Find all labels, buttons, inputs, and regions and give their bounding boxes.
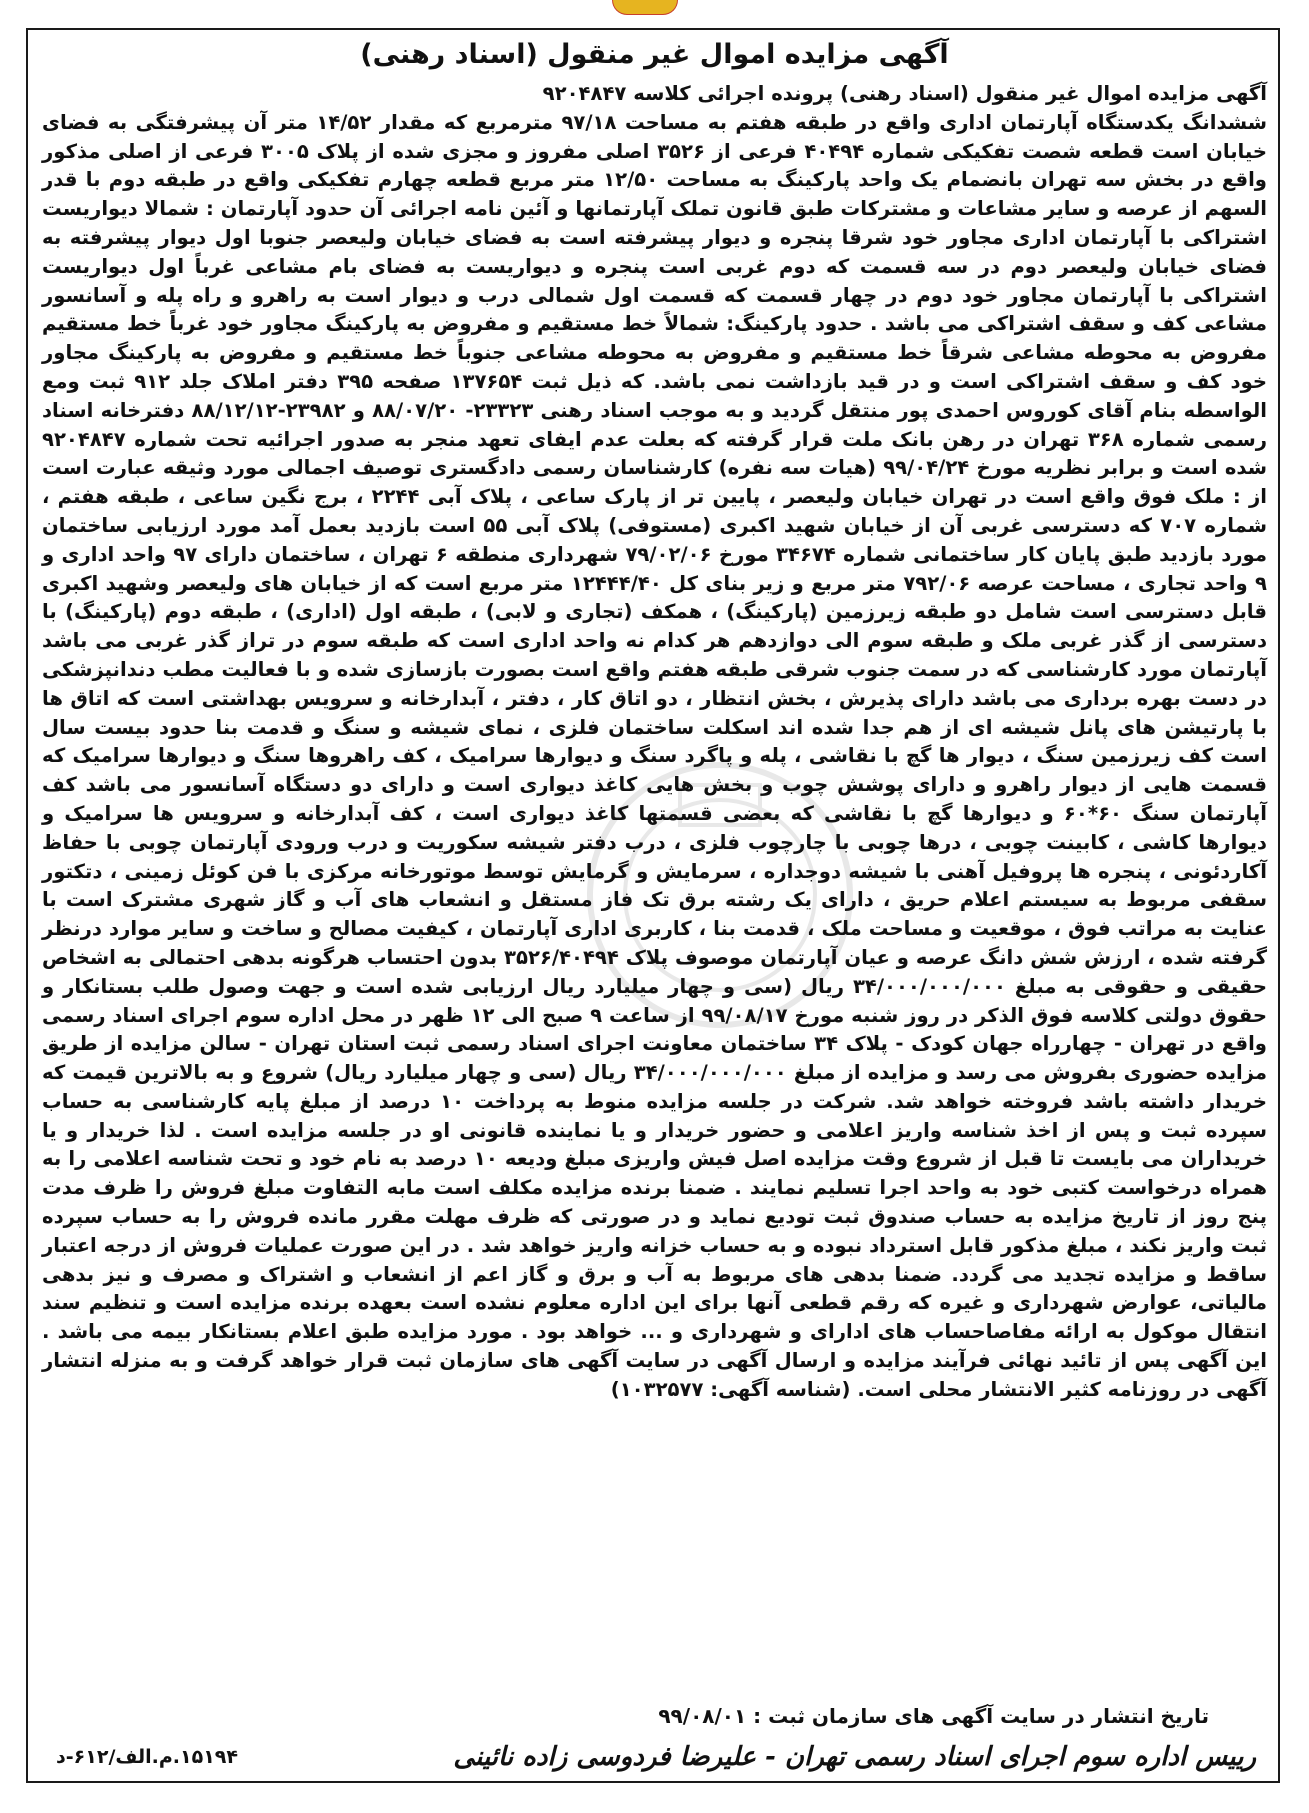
case-heading: آگهی مزایده اموال غیر منقول (اسناد رهنی) پرونده اجرائی کلاسه ۹۲۰۴۸۴۷	[542, 82, 1267, 105]
publication-date: تاریخ انتشار در سایت آگهی های سازمان ثبت : ۹۹/۰۸/۰۱	[658, 1704, 1209, 1728]
notice-title: آگهی مزایده اموال غیر منقول (اسناد رهنی)	[360, 39, 949, 70]
signer-name: رییس اداره سوم اجرای اسناد رسمی تهران - علیرضا فردوسی زاده نائینی	[453, 1742, 1256, 1772]
notice-body	[42, 80, 1267, 1405]
top-clip-mark	[612, 0, 678, 15]
ad-code: ۱۵۱۹۴.م.الف/۶۱۲-د	[56, 1746, 238, 1768]
notice-paragraph: ششدانگ یکدستگاه آپارتمان اداری واقع در طبقه هفتم به مساحت ۹۷/۱۸ مترمربع که مقدار ۱۴/۵۲ متر آن پیشرفتگی به فضای خیابان است قطعه شصت تفکیکی شماره ۴۰۴۹۴ فرعی از ۳۵۲۶ اصلی مفروز و مجزی شده از پلاک ۳۰۰۵ فرعی از اصلی مذکور واقع در بخش سه تهران بانضمام یک واحد پارکینگ به مساحت ۱۲/۵۰ متر مربع قطعه چهارم تفکیکی واقع در طبقه دوم با قدر السهم از عرصه و سایر مشاعات و مشترکات طبق قانون تملک آپارتمانها و آئین نامه اجرائی آن حدود آپارتمان : شمالا دیواریست اشتراکی با آپارتمان اداری مجاور خود شرقا پنجره و دیوار پیشرفته است به فضای خیابان ولیعصر جنوبا اول دیوار پیشرفته به فضای خیابان ولیعصر دوم در سه قسمت که دوم غربی است پنجره و دیواریست به فضای بام مشاعی غرباً اول دیواریست اشتراکی با آپارتمان مجاور خود دوم در چهار قسمت که قسمت اول شمالی درب و دیوار است به راهرو و راه پله و آسانسور مشاعی کف و سقف اشتراکی می باشد . حدود پارکینگ: شمالاً خط مستقیم و مفروض به پارکینگ مجاور خود غرباً خط مستقیم مفروض به محوطه مشاعی شرقاً خط مستقیم و مفروض به محوطه مشاعی جنوباً خط مستقیم و مفروض به پارکینگ مجاور خود کف و سقف اشتراکی است و در قید بازداشت نمی باشد. که ذیل ثبت ۱۳۷۶۵۴ صفحه ۳۹۵ دفتر املاک جلد ۹۱۲ ثبت ومع الواسطه بنام آقای کوروس احمدی پور منتقل گردید و به موجب اسناد رهنی ۲۳۳۲۳- ۸۸/۰۷/۲۰ و ۲۳۹۸۲-۸۸/۱۲/۱۲ دفترخانه اسناد رسمی شماره ۳۶۸ تهران در رهن بانک ملت قرار گرفته که بعلت عدم ایفای تعهد منجر به صدور اجرائیه تحت شماره ۹۲۰۴۸۴۷ شده است و برابر نظریه مورخ ۹۹/۰۴/۲۴ (هیات سه نفره) کارشناسان رسمی دادگستری توصیف اجمالی مورد وثیقه عبارت است از : ملک فوق واقع است در تهران خیابان ولیعصر ، پایین تر از پارک ساعی ، پلاک آبی ۲۲۴۴ ، برج نگین ساعی ، طبقه هفتم ، شماره ۷۰۷ که دسترسی غربی آن از خیابان شهید اکبری (مستوفی) پلاک آبی ۵۵ است بازدید بعمل آمد مورد ارزیابی ساختمان مورد بازدید طبق پایان کار ساختمانی شماره ۳۴۶۷۴ مورخ ۷۹/۰۲/۰۶ شهرداری منطقه ۶ تهران ، ساختمان دارای ۹۷ واحد اداری و ۹ واحد تجاری ، مساحت عرصه ۷۹۲/۰۶ متر مربع و زیر بنای کل ۱۲۴۴۴/۴۰ متر مربع است که از خیابان های ولیعصر وشهید اکبری قابل دسترسی است شامل دو طبقه زیرزمین (پارکینگ) ، همکف (تجاری و لابی) ، طبقه اول (اداری) ، طبقه دوم (پارکینگ) با دسترسی از گذر غربی ملک و طبقه سوم الی دوازدهم هر کدام نه واحد اداری است که طبقه سوم در تراز گذر غربی می باشد آپارتمان مورد کارشناسی که در سمت جنوب شرقی طبقه هفتم واقع است بصورت بازسازی شده و با فعالیت مطب دندانپزشکی در دست بهره برداری می باشد دارای پذیرش ، بخش انتظار ، دو اتاق کار ، دفتر ، آبدارخانه و سرویس بهداشتی است که اتاق ها با پارتیشن های پانل شیشه ای از هم جدا شده اند اسکلت ساختمان فلزی ، نمای شیشه و سنگ و قدمت بنا حدود بیست سال است کف زیرزمین سنگ ، دیوار ها گچ با نقاشی ، پله و پاگرد سنگ و دیوارها سرامیک ، کف راهروها سنگ و دیوارها سرامیک که قسمت هایی از دیوار راهرو و دارای پوشش چوب و بخش هایی کاغذ دیواری است و دارای دو دستگاه آسانسور می باشد کف آپارتمان سنگ ۶۰*۶۰ و دیوارها گچ با نقاشی که بعضی قسمتها کاغذ دیواری است ، کف آبدارخانه و سرویس ها سرامیک و دیوارها کاشی ، کابینت چوبی ، درها چوبی با چارچوب فلزی ، درب دفتر شیشه سکوریت و درب ورودی آپارتمان چوبی با حفاظ آکاردئونی ، پنجره ها پروفیل آهنی با شیشه دوجداره ، سرمایش و گرمایش توسط موتورخانه مرکزی با فن کوئل زمینی ، دتکتور سقفی مربوط به سیستم اعلام حریق ، دارای یک رشته برق تک فاز مستقل و انشعاب های آب و گاز شهری مشترک است با عنایت به مراتب فوق ، موقعیت و مساحت ملک ، قدمت بنا ، کاربری اداری آپارتمان ، کیفیت مصالح و ساخت و سایر موارد درنظر گرفته شده ، ارزش شش دانگ عرصه و عیان آپارتمان موصوف پلاک ۳۵۲۶/۴۰۴۹۴ بدون احتساب هرگونه بدهی احتمالی به اشخاص حقیقی و حقوقی به مبلغ ۳۴/۰۰۰/۰۰۰/۰۰۰ ریال (سی و چهار میلیارد ریال ارزیابی شده است و جهت وصول طلب بستانکار و حقوق دولتی کلاسه فوق الذکر در روز شنبه مورخ ۹۹/۰۸/۱۷ از ساعت ۹ صبح الی ۱۲ ظهر در محل اداره سوم اجرای اسناد رسمی واقع در تهران - چهارراه جهان کودک - پلاک ۳۴ ساختمان معاونت اجرای اسناد رسمی ثبت استان تهران - سالن مزایده از طریق مزایده حضوری بفروش می رسد و مزایده از مبلغ ۳۴/۰۰۰/۰۰۰/۰۰۰ ریال (سی و چهار میلیارد ریال) شروع و به بالاترین قیمت که خریدار داشته باشد فروخته خواهد شد. شرکت در جلسه مزایده منوط به پرداخت ۱۰ درصد از مبلغ پایه کارشناسی به حساب سپرده ثبت و پس از اخذ شناسه واریز اعلامی و حضور خریدار و یا نماینده قانونی او در جلسه مزایده است . لذا خریدار و یا خریداران می بایست تا قبل از شروع وقت مزایده اصل فیش واریزی مبلغ ودیعه ۱۰ درصد به نام خود و تحت شناسه اعلامی را به همراه درخواست کتبی خود به واحد اجرا تسلیم نمایند . ضمنا برنده مزایده مکلف است مابه التفاوت مبلغ فروش را ظرف مدت پنج روز از تاریخ مزایده به حساب صندوق ثبت تودیع نماید و در صورتی که ظرف مهلت مقرر مانده فروش را به حساب سپرده ثبت واریز نکند ، مبلغ مذکور قابل استرداد نبوده و به حساب خزانه واریز خواهد شد . در این صورت عملیات فروش از درجه اعتبار ساقط و مزایده تجدید می گردد. ضمنا بدهی های مربوط به آب و برق و گاز اعم از انشعاب و اشتراک و مصرف و نیز بدهی مالیاتی، عوارض شهرداری و غیره که رقم قطعی آنها برای این اداره معلوم نشده است بعهده برنده مزایده است و تنظیم سند انتقال موکول به ارائه مفاصاحساب های ادارای و شهرداری و ... خواهد بود . مورد مزایده طبق اعلام بستانکار بیمه می باشد . این آگهی پس از تائید نهائی فرآیند مزایده و ارسال آگهی در سایت آگهی های سازمان ثبت قرار خواهد گرفت و به منزله انتشار آگهی در روزنامه کثیر الانتشار محلی است. (شناسه آگهی: ۱۰۳۲۵۷۷)	[42, 110, 1268, 1401]
signature-line	[56, 1737, 1256, 1777]
